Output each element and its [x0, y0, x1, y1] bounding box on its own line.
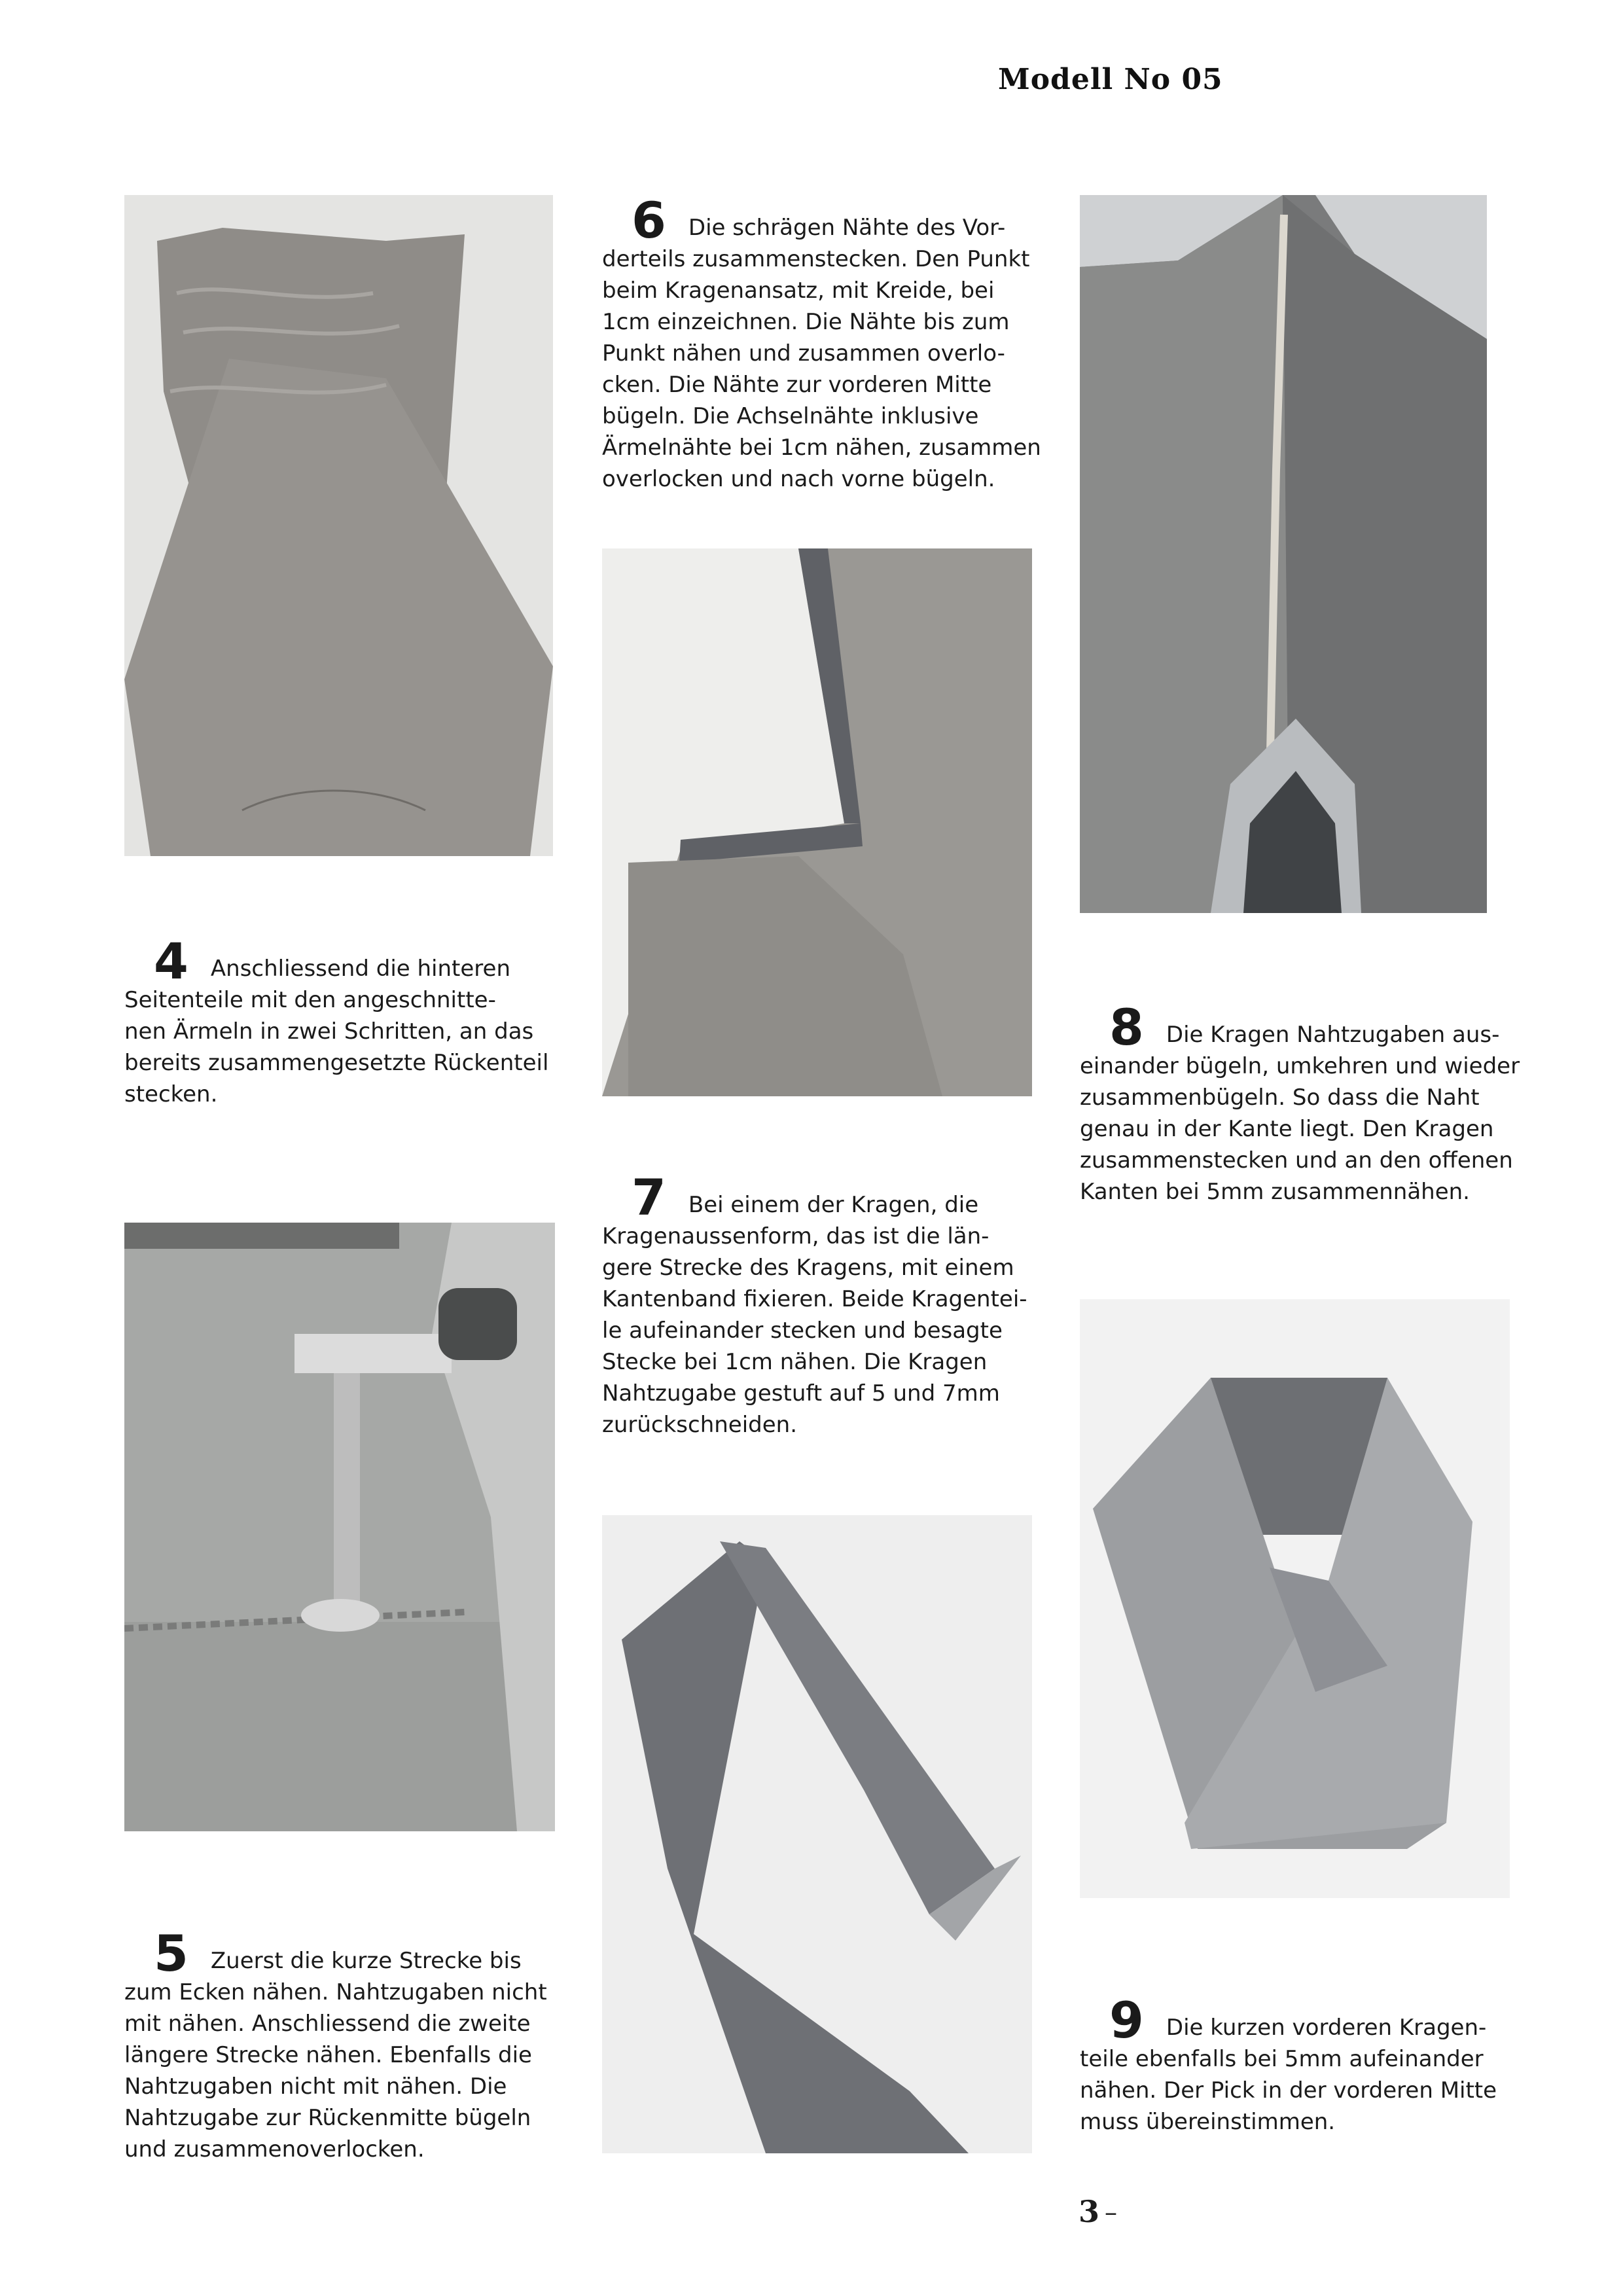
step-5-line: mit nähen. Anschliessend die zweite: [124, 2011, 531, 2037]
step-6-line: Die schrägen Nähte des Vor-: [688, 215, 1006, 241]
step-4-line: bereits zusammengesetzte Rückenteil: [124, 1050, 549, 1076]
step-8-line: einander bügeln, umkehren und wieder: [1080, 1053, 1520, 1079]
step-6-line: beim Kragenansatz, mit Kreide, bei: [602, 278, 995, 304]
step-5-line: längere Strecke nähen. Ebenfalls die: [124, 2042, 532, 2068]
step-8-line: genau in der Kante liegt. Den Kragen: [1080, 1116, 1494, 1142]
page-title: Modell No 05: [998, 63, 1223, 96]
step-8-line: zusammenstecken und an den offenen: [1080, 1147, 1513, 1174]
step-4-line: stecken.: [124, 1081, 218, 1107]
page-number: 3: [1079, 2194, 1100, 2229]
photo-finished-collar: [1080, 1299, 1510, 1898]
photo-fabric-pieces: [124, 195, 553, 856]
step-4: [124, 932, 549, 1110]
step-4-line: nen Ärmeln in zwei Schritten, an das: [124, 1018, 534, 1045]
page-number-dash: –: [1105, 2198, 1117, 2227]
step-5-line: und zusammenoverlocken.: [124, 2136, 425, 2162]
step-9-line: teile ebenfalls bei 5mm aufeinander: [1080, 2046, 1484, 2072]
step-6-line: Ärmelnähte bei 1cm nähen, zusammen: [602, 435, 1041, 461]
step-5-line: Zuerst die kurze Strecke bis: [210, 1948, 522, 1974]
photo-pressing-seam: [1080, 195, 1487, 913]
step-7-line: Kantenband fixieren. Beide Kragentei-: [602, 1286, 1027, 1312]
step-5-number: 5: [154, 1924, 188, 1982]
step-6-line: bügeln. Die Achselnähte inklusive: [602, 403, 979, 429]
step-6-line: derteils zusammenstecken. Den Punkt: [602, 246, 1030, 272]
step-9-line: muss übereinstimmen.: [1080, 2109, 1336, 2135]
photo-front-piece: [602, 548, 1032, 1096]
step-6-number: 6: [632, 191, 666, 249]
step-7-line: zurückschneiden.: [602, 1412, 798, 1438]
step-6-line: 1cm einzeichnen. Die Nähte bis zum: [602, 309, 1010, 335]
step-7-line: Stecke bei 1cm nähen. Die Kragen: [602, 1349, 988, 1375]
step-9-line: nähen. Der Pick in der vorderen Mitte: [1080, 2077, 1497, 2104]
step-7-number: 7: [632, 1168, 666, 1227]
step-8-line: zusammenbügeln. So dass die Naht: [1080, 1085, 1480, 1111]
step-9: [1080, 1991, 1497, 2138]
step-4-line: Anschliessend die hinteren: [210, 956, 510, 982]
step-6-line: overlocken und nach vorne bügeln.: [602, 466, 995, 492]
photo-collar-band: [602, 1515, 1032, 2153]
step-8-number: 8: [1109, 998, 1144, 1056]
step-7-line: Nahtzugabe gestuft auf 5 und 7mm: [602, 1380, 1000, 1407]
step-4-number: 4: [154, 932, 188, 990]
photo-sewing-machine: [124, 1223, 555, 1831]
step-6-line: Punkt nähen und zusammen overlo-: [602, 340, 1005, 367]
step-5: [124, 1924, 547, 2165]
step-7-line: le aufeinander stecken und besagte: [602, 1318, 1003, 1344]
step-8: [1080, 998, 1520, 1208]
step-5-line: Nahtzugabe zur Rückenmitte bügeln: [124, 2105, 531, 2131]
step-6-line: cken. Die Nähte zur vorderen Mitte: [602, 372, 992, 398]
step-4-line: Seitenteile mit den angeschnitte-: [124, 987, 496, 1013]
step-9-number: 9: [1109, 1991, 1144, 2049]
step-7-line: Bei einem der Kragen, die: [688, 1192, 979, 1218]
step-8-line: Die Kragen Nahtzugaben aus-: [1166, 1022, 1500, 1048]
step-7-line: Kragenaussenform, das ist die län-: [602, 1223, 990, 1249]
step-5-line: Nahtzugaben nicht mit nähen. Die: [124, 2073, 507, 2100]
step-6: [602, 191, 1041, 495]
step-7: [602, 1168, 1027, 1441]
step-5-line: zum Ecken nähen. Nahtzugaben nicht: [124, 1979, 547, 2005]
step-8-line: Kanten bei 5mm zusammennähen.: [1080, 1179, 1470, 1205]
step-7-line: gere Strecke des Kragens, mit einem: [602, 1255, 1014, 1281]
step-9-line: Die kurzen vorderen Kragen-: [1166, 2015, 1487, 2041]
